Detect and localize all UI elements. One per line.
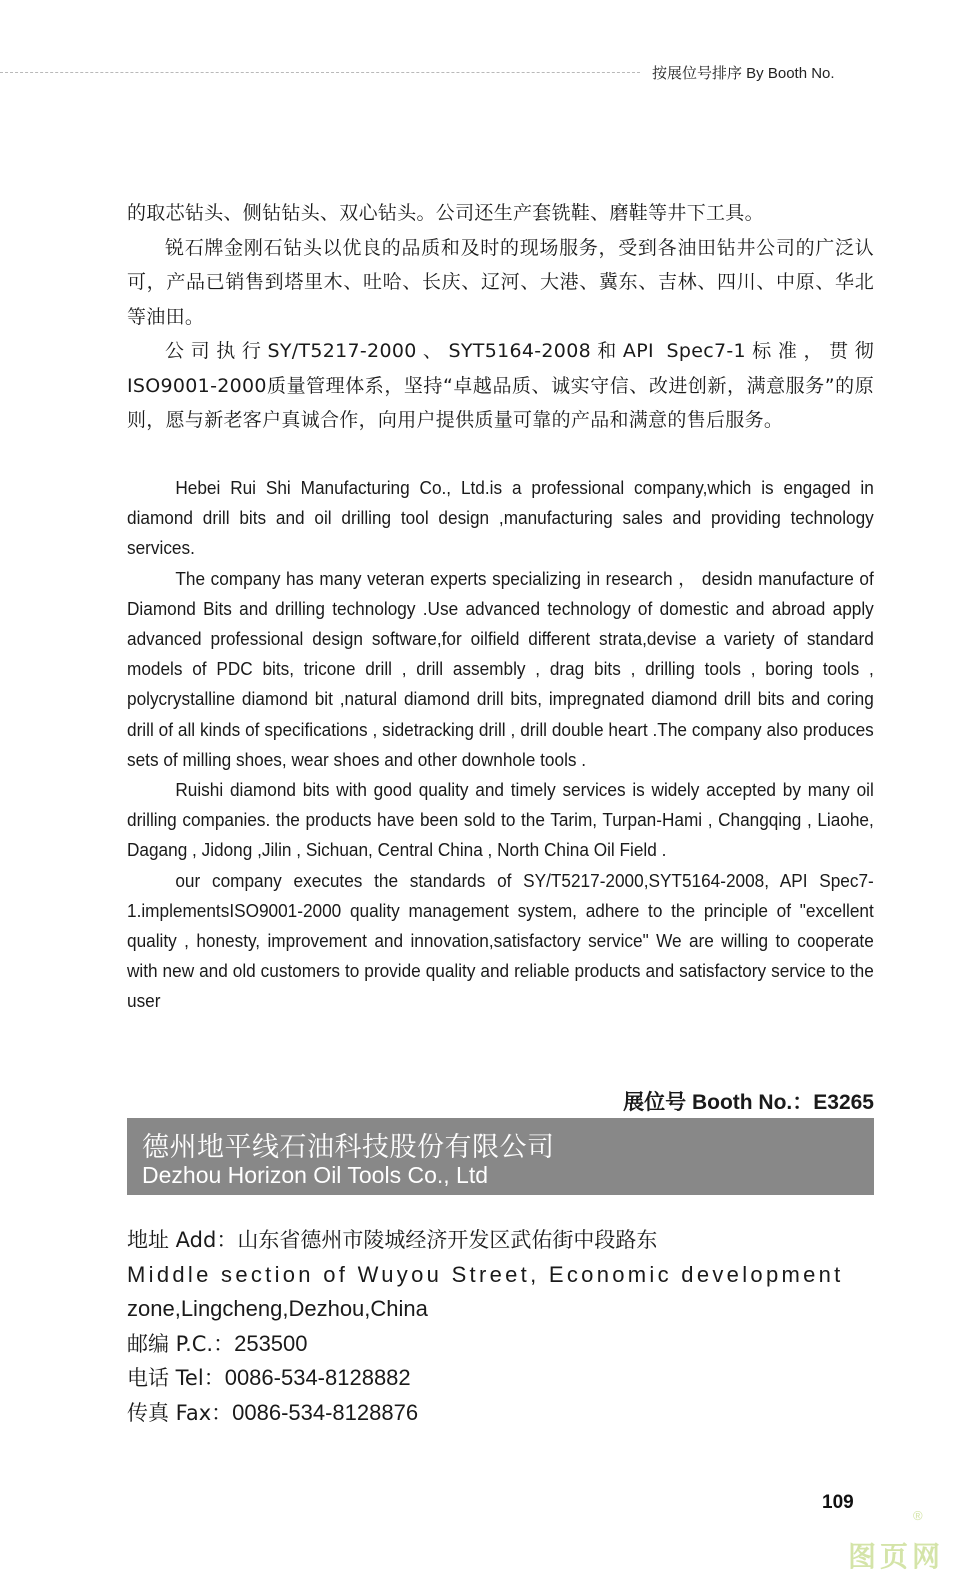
booth-number (623, 1086, 874, 1116)
company-name-en: Dezhou Horizon Oil Tools Co., Ltd (142, 1162, 489, 1188)
chinese-description (127, 196, 874, 438)
postcode-value: 253500 (234, 1330, 308, 1356)
tel-row (127, 1361, 887, 1396)
postcode-row (127, 1327, 887, 1362)
section-label: 按展位号排序 By Booth No. (652, 65, 835, 82)
fax-value: 0086-534-8128876 (232, 1399, 419, 1425)
english-description (127, 473, 874, 1017)
address-row (127, 1223, 887, 1258)
booth-label: 展位号 Booth No.： (623, 1091, 814, 1114)
en-paragraph-4: our company executes the standards of SY/T5217-2000,SYT5164-2008, API Spec7-1.implementsISO9001-2000 quality management system, adhere to the principle of "excellent quality , honesty, improvement and innovation,satisfactory service" We are willing to cooperate with new and old customers to provide quality and reliable products and satisfactory service to the user (127, 869, 874, 1012)
company-name-zh: 德州地平线石油科技股份有限公司 (142, 1132, 555, 1163)
en-paragraph-1: Hebei Rui Shi Manufacturing Co., Ltd.is a professional company,which is engaged in diamond drill bits and oil drilling tool design ,manufacturing sales and providing technology services. (127, 477, 874, 559)
zh-paragraph-1: 的取芯钻头、侧钻钻头、双心钻头。公司还生产套铣鞋、磨鞋等井下工具。 (127, 202, 764, 224)
contact-info (127, 1223, 887, 1430)
address-en-line2: zone,Lingcheng,Dezhou,China (127, 1296, 428, 1321)
address-zh: 山东省德州市陵城经济开发区武佑街中段路东 (237, 1228, 658, 1252)
company-title-bar (127, 1118, 874, 1195)
booth-value: E3265 (813, 1091, 874, 1114)
address-en-line1: Middle section of Wuyou Street, Economic development (127, 1261, 844, 1287)
watermark-logo: 图页网 (848, 1540, 945, 1573)
en-paragraph-3: Ruishi diamond bits with good quality and timely services is widely accepted by many oil drilling companies. the products have been sold to the Tarim, Turpan-Hami , Changqing , Liaohe, Dagang , Jidong ,Jilin , Sichuan, Central China , North China Oil Field . (127, 779, 874, 861)
fax-label: 传真 Fax： (127, 1400, 233, 1425)
address-label: 地址 Add： (127, 1228, 238, 1252)
header-divider (0, 72, 640, 73)
tel-value: 0086-534-8128882 (224, 1365, 411, 1390)
tel-label: 电话 Tel： (127, 1366, 225, 1390)
en-paragraph-2: The company has many veteran experts specializing in research ， desidn manufacture of Diamond Bits and drilling technology .Use advanced technology of domestic and abroad apply advanced professional design software,for oilfield different strata,devise a variety of standard models of PDC bits, tricone drill , drill assembly , drag bits , drilling tools , boring tools , polycrystalline diamond bit ,natural diamond drill bits, impregnated diamond drill bits and coring drill of all kinds of specifications , sidetracking drill , drill double heart .The company also produces sets of milling shoes, wear shoes and other downhole tools . (127, 567, 874, 770)
zh-paragraph-2: 锐石牌金刚石钻头以优良的品质和及时的现场服务，受到各油田钻井公司的广泛认可，产品已销售到塔里木、吐哈、长庆、辽河、大港、冀东、吉林、四川、中原、华北等油田。 (127, 236, 874, 328)
fax-row (127, 1396, 887, 1431)
registered-mark-icon: ® (913, 1508, 923, 1523)
page-number: 109 (822, 1492, 854, 1513)
zh-paragraph-3: 公司执行SY/T5217-2000、SYT5164-2008和API Spec7-1标准，贯彻ISO9001-2000质量管理体系，坚持“卓越品质、诚实守信、改进创新，满意服务”的原则，愿与新老客户真诚合作，向用户提供质量可靠的产品和满意的售后服务。 (127, 340, 874, 431)
postcode-label: 邮编 P.C.： (127, 1331, 235, 1356)
